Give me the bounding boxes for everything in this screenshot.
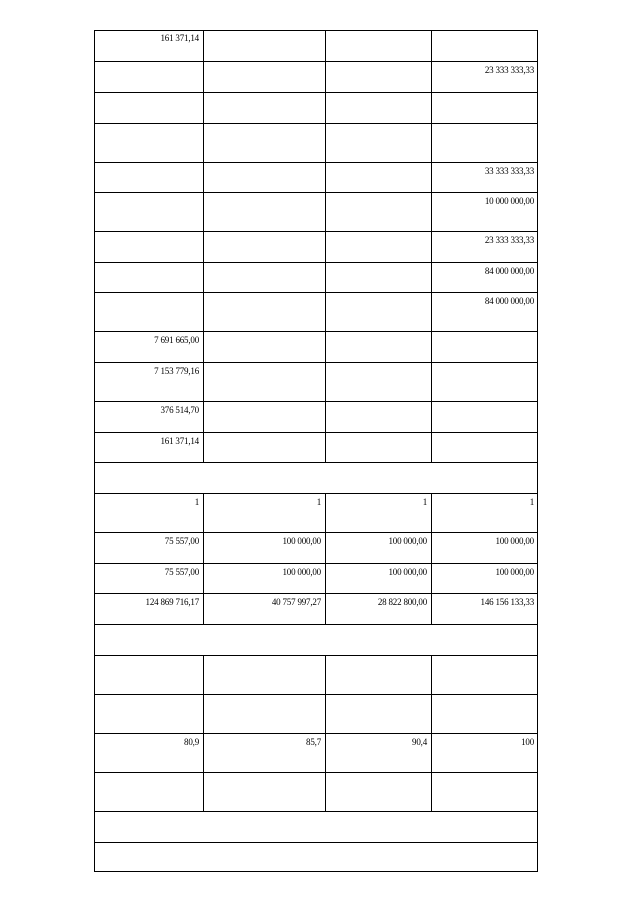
table-cell bbox=[325, 163, 431, 192]
table-cell bbox=[325, 332, 431, 362]
table-cell bbox=[431, 594, 538, 624]
cell-value: 75 557,00 bbox=[164, 536, 199, 546]
table-cell bbox=[325, 773, 431, 811]
table-cell bbox=[431, 293, 538, 331]
table-cell bbox=[431, 332, 538, 362]
cell-value: 100 000,00 bbox=[495, 567, 534, 577]
table-cell bbox=[203, 232, 325, 262]
table-cell bbox=[94, 433, 203, 462]
table-row bbox=[94, 92, 538, 123]
table-row bbox=[94, 772, 538, 811]
cell-value: 100 000,00 bbox=[282, 567, 321, 577]
table-row bbox=[94, 162, 538, 192]
table-cell bbox=[203, 363, 325, 401]
table-cell bbox=[431, 433, 538, 462]
table-section-row bbox=[94, 811, 538, 842]
cell-value: 23 333 333,33 bbox=[484, 235, 534, 245]
table-cell bbox=[94, 193, 203, 231]
table-cell bbox=[94, 30, 203, 61]
table-section-row bbox=[94, 462, 538, 493]
cell-value: 23 333 333,33 bbox=[484, 65, 534, 75]
table-row bbox=[94, 231, 538, 262]
table-cell bbox=[94, 232, 203, 262]
cell-value: 1 bbox=[316, 497, 321, 507]
cell-value: 100 000,00 bbox=[282, 536, 321, 546]
table-cell bbox=[203, 293, 325, 331]
table-cell bbox=[431, 93, 538, 123]
table-cell bbox=[94, 843, 538, 873]
table-row bbox=[94, 532, 538, 563]
table-cell bbox=[431, 656, 538, 694]
cell-value: 100 000,00 bbox=[388, 567, 427, 577]
cell-value: 80,9 bbox=[184, 737, 199, 747]
cell-value: 1 bbox=[194, 497, 199, 507]
table-cell bbox=[203, 594, 325, 624]
table-cell bbox=[203, 734, 325, 772]
cell-value: 7 153 779,16 bbox=[154, 366, 199, 376]
table-row bbox=[94, 331, 538, 362]
cell-value: 1 bbox=[422, 497, 427, 507]
table-row bbox=[94, 362, 538, 401]
table-cell bbox=[325, 402, 431, 432]
table-cell bbox=[203, 564, 325, 593]
cell-value: 40 757 997,27 bbox=[271, 597, 321, 607]
table-cell bbox=[94, 494, 203, 532]
cell-value: 146 156 133,33 bbox=[480, 597, 534, 607]
table-cell bbox=[203, 533, 325, 563]
cell-value: 90,4 bbox=[412, 737, 427, 747]
table-cell bbox=[431, 263, 538, 292]
table-cell bbox=[94, 734, 203, 772]
table-cell bbox=[94, 402, 203, 432]
table-cell bbox=[325, 293, 431, 331]
table-row bbox=[94, 292, 538, 331]
table-cell bbox=[94, 62, 203, 92]
table-cell bbox=[203, 656, 325, 694]
table-row bbox=[94, 192, 538, 231]
table-cell bbox=[325, 594, 431, 624]
cell-value: 75 557,00 bbox=[164, 567, 199, 577]
table-cell bbox=[325, 656, 431, 694]
cell-value: 161 371,14 bbox=[160, 436, 199, 446]
table-row bbox=[94, 694, 538, 733]
cell-value: 28 822 800,00 bbox=[377, 597, 427, 607]
cell-value: 10 000 000,00 bbox=[484, 196, 534, 206]
table-cell bbox=[431, 232, 538, 262]
table-cell bbox=[431, 363, 538, 401]
table-cell bbox=[94, 293, 203, 331]
table-cell bbox=[325, 232, 431, 262]
table-row bbox=[94, 563, 538, 593]
cell-value: 85,7 bbox=[306, 737, 321, 747]
table-cell bbox=[325, 433, 431, 462]
cell-value: 376 514,70 bbox=[160, 405, 199, 415]
table-cell bbox=[325, 30, 431, 61]
table-cell bbox=[325, 62, 431, 92]
table-row bbox=[94, 30, 538, 61]
table-cell bbox=[203, 163, 325, 192]
table-cell bbox=[431, 163, 538, 192]
cell-value: 100 000,00 bbox=[388, 536, 427, 546]
table-cell bbox=[94, 163, 203, 192]
table-cell bbox=[325, 695, 431, 733]
table-cell bbox=[203, 93, 325, 123]
table-cell bbox=[94, 332, 203, 362]
table-cell bbox=[325, 263, 431, 292]
table-cell bbox=[325, 533, 431, 563]
table-section-row bbox=[94, 842, 538, 873]
table-cell bbox=[431, 494, 538, 532]
table-cell bbox=[325, 734, 431, 772]
table-cell bbox=[203, 494, 325, 532]
table-cell bbox=[94, 533, 203, 563]
table-cell bbox=[94, 263, 203, 292]
cell-value: 1 bbox=[529, 497, 534, 507]
table-cell bbox=[431, 124, 538, 162]
table-row bbox=[94, 401, 538, 432]
table-cell bbox=[94, 656, 203, 694]
table-cell bbox=[431, 695, 538, 733]
table-section-row bbox=[94, 624, 538, 655]
data-table bbox=[94, 30, 538, 872]
table-cell bbox=[431, 193, 538, 231]
table-cell bbox=[203, 124, 325, 162]
table-cell bbox=[94, 625, 538, 655]
table-row bbox=[94, 262, 538, 292]
table-cell bbox=[94, 363, 203, 401]
cell-value: 100 bbox=[521, 737, 534, 747]
table-cell bbox=[325, 494, 431, 532]
table-cell bbox=[203, 62, 325, 92]
table-cell bbox=[94, 463, 538, 493]
table-cell bbox=[325, 193, 431, 231]
table-row bbox=[94, 655, 538, 694]
table-cell bbox=[94, 773, 203, 811]
table-cell bbox=[94, 564, 203, 593]
table-row bbox=[94, 61, 538, 92]
table-cell bbox=[203, 332, 325, 362]
table-cell bbox=[203, 773, 325, 811]
table-cell bbox=[325, 564, 431, 593]
cell-value: 84 000 000,00 bbox=[484, 266, 534, 276]
table-cell bbox=[203, 695, 325, 733]
table-cell bbox=[203, 402, 325, 432]
table-row bbox=[94, 123, 538, 162]
cell-value: 124 869 716,17 bbox=[145, 597, 199, 607]
table-cell bbox=[94, 594, 203, 624]
table-cell bbox=[203, 193, 325, 231]
cell-value: 33 333 333,33 bbox=[484, 166, 534, 176]
table-cell bbox=[431, 734, 538, 772]
table-cell bbox=[431, 402, 538, 432]
table-cell bbox=[431, 62, 538, 92]
table-cell bbox=[203, 30, 325, 61]
table-cell bbox=[203, 263, 325, 292]
table-cell bbox=[431, 773, 538, 811]
table-cell bbox=[94, 124, 203, 162]
cell-value: 84 000 000,00 bbox=[484, 296, 534, 306]
table-cell bbox=[94, 812, 538, 842]
table-cell bbox=[431, 564, 538, 593]
table-row bbox=[94, 493, 538, 532]
table-cell bbox=[94, 695, 203, 733]
table-row bbox=[94, 593, 538, 624]
table-row bbox=[94, 432, 538, 462]
cell-value: 7 691 665,00 bbox=[154, 335, 199, 345]
table-cell bbox=[94, 93, 203, 123]
table-cell bbox=[431, 30, 538, 61]
table-row bbox=[94, 733, 538, 772]
cell-value: 161 371,14 bbox=[160, 33, 199, 43]
table-cell bbox=[431, 533, 538, 563]
table-cell bbox=[325, 363, 431, 401]
table-cell bbox=[325, 93, 431, 123]
table-cell bbox=[325, 124, 431, 162]
table-cell bbox=[203, 433, 325, 462]
cell-value: 100 000,00 bbox=[495, 536, 534, 546]
